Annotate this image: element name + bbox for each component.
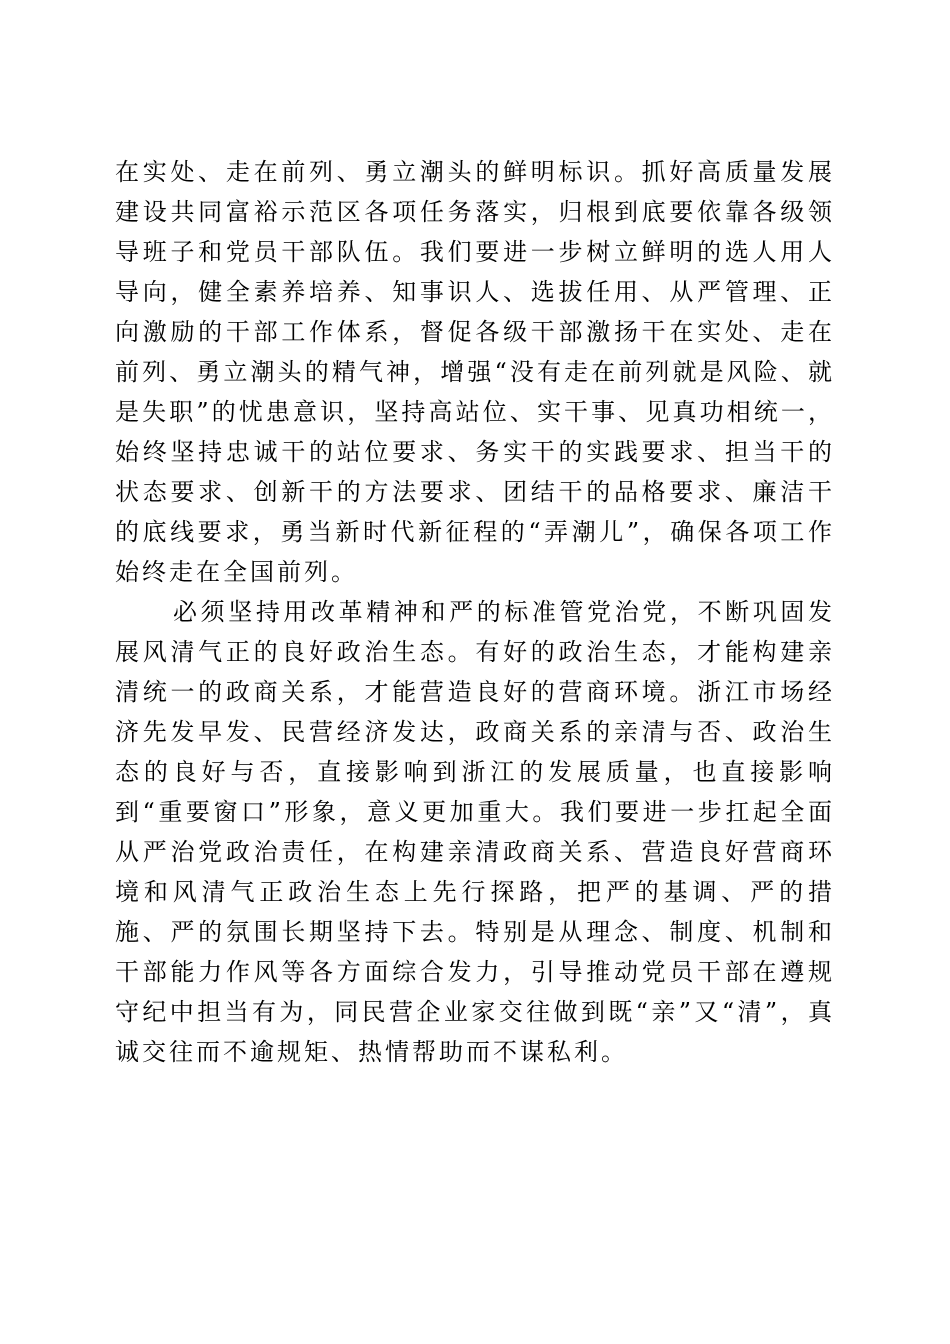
document-body [115,152,835,1072]
paragraph-1: 在实处、走在前列、勇立潮头的鲜明标识。抓好高质量发展建设共同富裕示范区各项任务落实，归根到底要依靠各级领导班子和党员干部队伍。我们要进一步树立鲜明的选人用人导向，健全素养培养、知事识人、选拔任用、从严管理、正向激励的干部工作体系，督促各级干部激扬干在实处、走在前列、勇立潮头的精气神，增强“没有走在前列就是风险、就是失职”的忧患意识，坚持高站位、实干事、见真功相统一，始终坚持忠诚干的站位要求、务实干的实践要求、担当干的状态要求、创新干的方法要求、团结干的品格要求、廉洁干的底线要求，勇当新时代新征程的“弄潮儿”，确保各项工作始终走在全国前列。 [115,158,835,586]
paragraph-2: 必须坚持用改革精神和严的标准管党治党，不断巩固发展风清气正的良好政治生态。有好的政治生态，才能构建亲清统一的政商关系，才能营造良好的营商环境。浙江市场经济先发早发、民营经济发达，政商关系的亲清与否、政治生态的良好与否，直接影响到浙江的发展质量，也直接影响到“重要窗口”形象，意义更加重大。我们要进一步扛起全面从严治党政治责任，在构建亲清政商关系、营造良好营商环境和风清气正政治生态上先行探路，把严的基调、严的措施、严的氛围长期坚持下去。特别是从理念、制度、机制和干部能力作风等各方面综合发力，引导推动党员干部在遵规守纪中担当有为，同民营企业家交往做到既“亲”又“清”，真诚交往而不逾规矩、热情帮助而不谋私利。 [115,598,835,1066]
